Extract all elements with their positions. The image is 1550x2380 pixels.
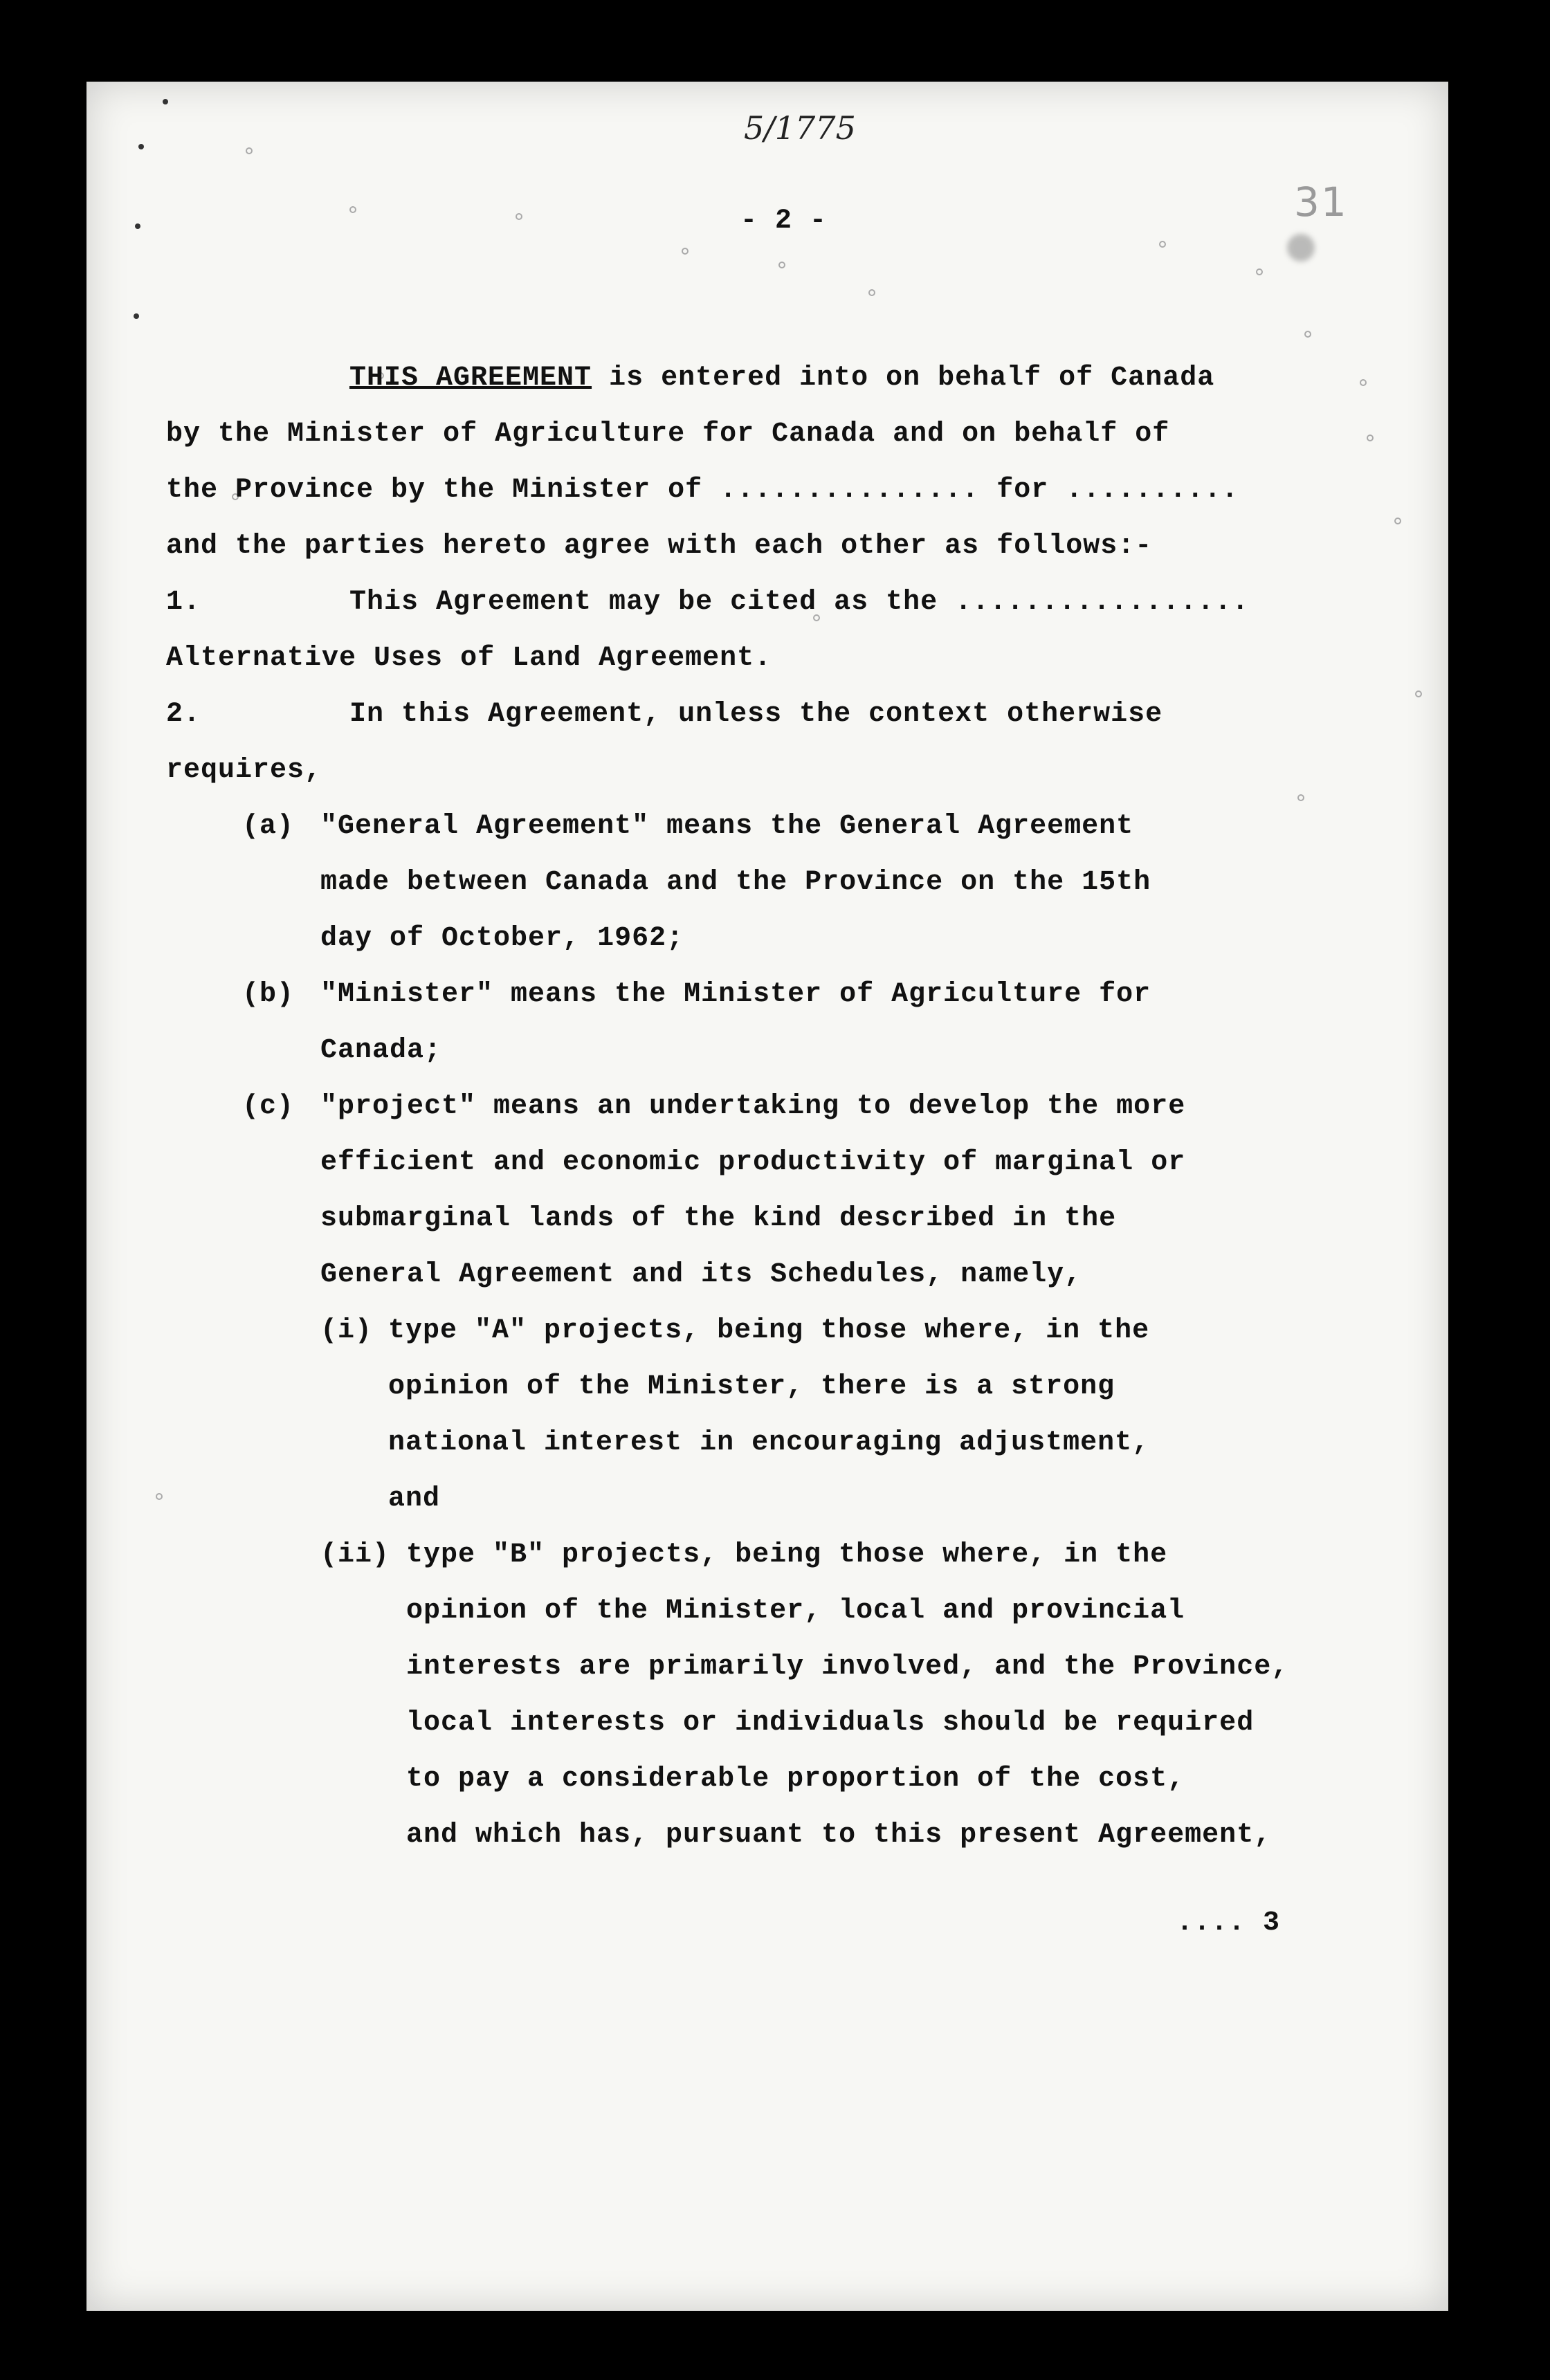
speck <box>1415 690 1422 697</box>
item-c-line-1: "project" means an undertaking to develop the more <box>320 1091 1186 1122</box>
clause-1-line-1: This Agreement may be cited as the ................. <box>349 587 1250 618</box>
intro-line-2: by the Minister of Agriculture for Canada and on behalf of <box>166 419 1170 450</box>
sub-ii-line-1: type "B" projects, being those where, in the <box>406 1539 1168 1571</box>
sub-ii-line-3: interests are primarily involved, and the Province, <box>406 1651 1289 1683</box>
speck <box>868 289 875 296</box>
page-number: - 2 - <box>740 205 828 237</box>
intro-line-4: and the parties hereto agree with each other as follows:- <box>166 531 1153 562</box>
item-a-line-2: made between Canada and the Province on the 15th <box>320 867 1151 898</box>
speck <box>163 99 168 104</box>
speck <box>1360 379 1367 386</box>
clause-2-line-1: In this Agreement, unless the context otherwise <box>349 699 1163 730</box>
sub-i-line-4: and <box>388 1483 441 1514</box>
intro-line-1 <box>349 362 1214 395</box>
item-c-line-2: efficient and economic productivity of marginal or <box>320 1147 1186 1178</box>
clause-2-line-2: requires, <box>166 755 322 786</box>
continuation-marker: .... 3 <box>1176 1907 1281 1939</box>
speck <box>138 144 144 149</box>
speck <box>516 213 522 220</box>
speck <box>246 147 253 154</box>
sub-ii-line-6: and which has, pursuant to this present Agreement, <box>406 1820 1272 1851</box>
clause-1-line-2: Alternative Uses of Land Agreement. <box>166 643 772 674</box>
item-a-line-1: "General Agreement" means the General Agreement <box>320 811 1134 842</box>
smudge <box>1287 234 1315 262</box>
speck <box>682 248 689 255</box>
item-a-label: (a) <box>242 811 295 842</box>
intro-line-3: the Province by the Minister of ............... for .......... <box>166 475 1239 506</box>
item-c-label: (c) <box>242 1091 295 1122</box>
speck <box>778 262 785 268</box>
intro-line-1-rest: is entered into on behalf of Canada <box>592 363 1215 394</box>
handwritten-reference: 5/1775 <box>744 109 856 147</box>
speck <box>1159 241 1166 248</box>
sub-i-label: (i) <box>320 1315 373 1346</box>
item-b-label: (b) <box>242 979 295 1010</box>
speck <box>1256 268 1263 275</box>
stamp-number: 31 <box>1294 178 1348 226</box>
item-a-line-3: day of October, 1962; <box>320 923 684 954</box>
speck <box>134 313 139 319</box>
item-b-line-1: "Minister" means the Minister of Agriculture for <box>320 979 1151 1010</box>
speck <box>1297 794 1304 801</box>
sub-ii-line-4: local interests or individuals should be required <box>406 1708 1255 1739</box>
item-b-line-2: Canada; <box>320 1035 442 1066</box>
sub-i-line-2: opinion of the Minister, there is a strong <box>388 1371 1115 1402</box>
sub-ii-label: (ii) <box>320 1539 390 1571</box>
sub-i-line-3: national interest in encouraging adjustment, <box>388 1427 1150 1458</box>
clause-2-number: 2. <box>166 699 201 730</box>
sub-i-line-1: type "A" projects, being those where, in the <box>388 1315 1150 1346</box>
item-c-line-4: General Agreement and its Schedules, namely, <box>320 1259 1082 1290</box>
document-page <box>86 82 1448 2311</box>
speck <box>135 223 140 229</box>
sub-ii-line-2: opinion of the Minister, local and provincial <box>406 1595 1185 1627</box>
sub-ii-line-5: to pay a considerable proportion of the cost, <box>406 1764 1185 1795</box>
speck <box>1367 434 1374 441</box>
speck <box>1304 331 1311 338</box>
speck <box>156 1493 163 1500</box>
speck <box>1394 518 1401 524</box>
speck <box>349 206 356 213</box>
item-c-line-3: submarginal lands of the kind described in the <box>320 1203 1117 1234</box>
clause-1-number: 1. <box>166 587 201 618</box>
intro-lead: THIS AGREEMENT <box>349 363 592 394</box>
